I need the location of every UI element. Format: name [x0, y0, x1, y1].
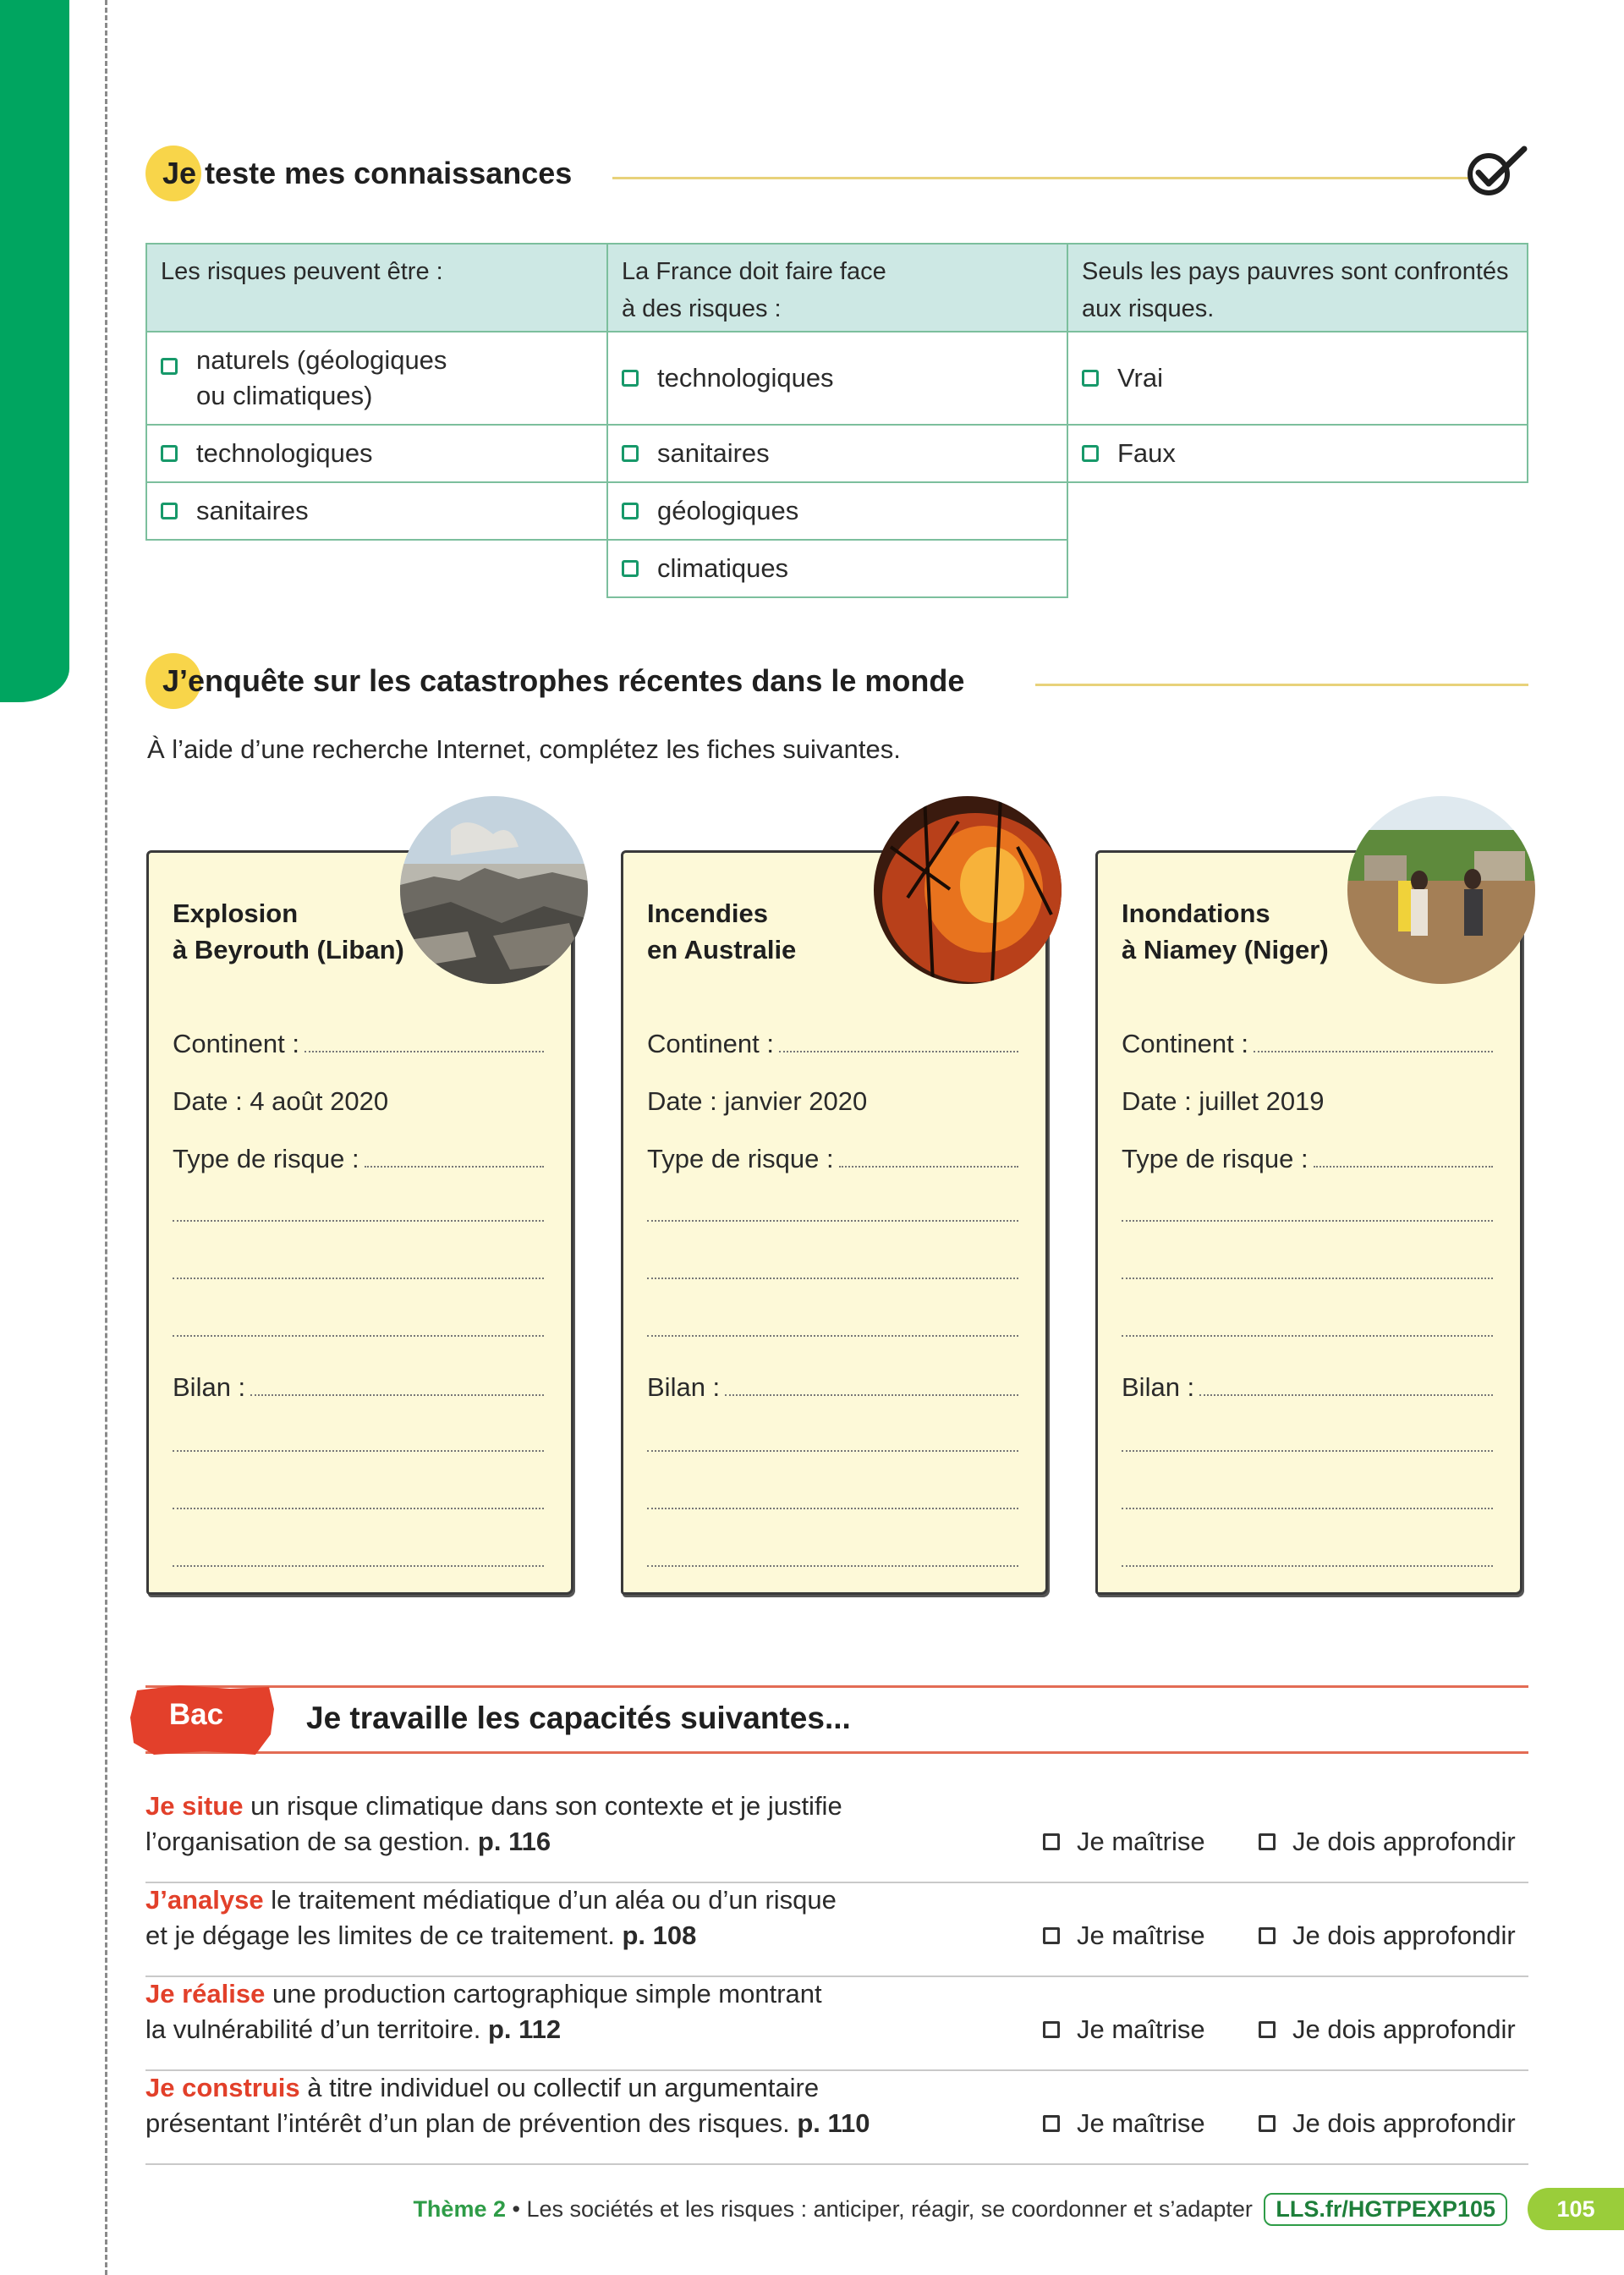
quiz-option[interactable]: technologiques: [606, 331, 1068, 426]
card-title: Inondations à Niamey (Niger): [1122, 898, 1329, 964]
section-heading-investigation: [145, 651, 964, 711]
checkbox[interactable]: [161, 358, 178, 375]
checkbox[interactable]: [622, 560, 639, 577]
card-risk-field[interactable]: Type de risque :: [647, 1137, 1018, 1174]
bac-badge-label: Bac: [168, 1698, 224, 1731]
checkbox[interactable]: [161, 503, 178, 519]
blank-line[interactable]: [173, 1450, 544, 1452]
section-heading-knowledge: [145, 144, 572, 203]
card-date: Date : juillet 2019: [1122, 1086, 1325, 1116]
blank-line[interactable]: [173, 1220, 544, 1222]
quiz-option[interactable]: sanitaires: [145, 481, 608, 541]
checkbox[interactable]: [622, 503, 639, 519]
card-bilan-field[interactable]: Bilan :: [173, 1366, 544, 1403]
checkbox[interactable]: [161, 445, 178, 462]
skill-row: Je réalise une production cartographique simple montrant la vulnérabilité d’un territoire. p. 112 Je maîtrise Je dois approfondir: [145, 1976, 1528, 2071]
card-bilan-field[interactable]: Bilan :: [647, 1366, 1018, 1403]
heading-prefix: J’: [162, 663, 189, 698]
heading-title: teste mes connaissances: [205, 156, 573, 190]
option-deepen[interactable]: Je dois approfondir: [1259, 2106, 1516, 2141]
checkbox[interactable]: [622, 445, 639, 462]
checkbox[interactable]: [1259, 1833, 1276, 1850]
checkbox[interactable]: [1259, 2115, 1276, 2132]
card-risk-field[interactable]: Type de risque :: [173, 1137, 544, 1174]
quiz-option[interactable]: Faux: [1067, 424, 1528, 483]
heading-rule: [1035, 684, 1528, 686]
checkbox[interactable]: [1259, 1927, 1276, 1944]
skill-row: Je situe un risque climatique dans son contexte et je justifie l’organisation de sa gestion. p. 116 Je maîtrise Je dois approfondir: [145, 1789, 1528, 1883]
checkbox[interactable]: [1043, 1927, 1060, 1944]
blank-line[interactable]: [647, 1278, 1018, 1279]
blank-line[interactable]: [647, 1335, 1018, 1337]
blank-line[interactable]: [173, 1335, 544, 1337]
checkbox[interactable]: [1259, 2021, 1276, 2038]
blank-line[interactable]: [1122, 1508, 1493, 1509]
blank-line[interactable]: [647, 1508, 1018, 1509]
checkmark-circle-icon: [1462, 144, 1529, 198]
instructions: À l’aide d’une recherche Internet, complétez les fiches suivantes.: [147, 734, 901, 764]
blank-line[interactable]: [173, 1278, 544, 1279]
option-master[interactable]: Je maîtrise: [1043, 2106, 1205, 2141]
footer-link[interactable]: LLS.fr/HGTPEXP105: [1264, 2193, 1507, 2226]
bac-bottom-rule: [145, 1751, 1528, 1754]
quiz-header-risks: Les risques peuvent être :: [145, 243, 608, 332]
quiz-option[interactable]: Vrai: [1067, 331, 1528, 426]
quiz-option[interactable]: géologiques: [606, 481, 1068, 541]
quiz-option[interactable]: naturels (géologiques ou climatiques): [145, 331, 608, 426]
card-title: Explosion à Beyrouth (Liban): [173, 898, 404, 964]
blank-line[interactable]: [647, 1450, 1018, 1452]
card-continent-field[interactable]: Continent :: [647, 1022, 1018, 1059]
footer: [0, 2193, 1507, 2226]
card-continent-field[interactable]: Continent :: [173, 1022, 544, 1059]
heading-rule: [612, 177, 1469, 179]
quiz-header-france: La France doit faire face à des risques :: [606, 243, 1068, 332]
option-master[interactable]: Je maîtrise: [1043, 1824, 1205, 1860]
option-deepen[interactable]: Je dois approfondir: [1259, 2012, 1516, 2047]
checkbox[interactable]: [1082, 445, 1099, 462]
checkbox[interactable]: [1043, 2115, 1060, 2132]
blank-line[interactable]: [173, 1508, 544, 1509]
heading-prefix: Je: [162, 156, 197, 190]
blank-line[interactable]: [1122, 1278, 1493, 1279]
quiz-option[interactable]: climatiques: [606, 539, 1068, 598]
option-master[interactable]: Je maîtrise: [1043, 1918, 1205, 1954]
card-date: Date : janvier 2020: [647, 1086, 868, 1116]
skill-row: J’analyse le traitement médiatique d’un aléa ou d’un risque et je dégage les limites de ce traitement. p. 108 Je maîtrise Je dois approfondir: [145, 1882, 1528, 1977]
card-date: Date : 4 août 2020: [173, 1086, 389, 1116]
australia-fire-photo: [874, 796, 1062, 984]
checkbox[interactable]: [622, 370, 639, 387]
footer-text: • Les sociétés et les risques : anticiper, réagir, se coordonner et s’adapter: [505, 2196, 1259, 2222]
blank-line[interactable]: [1122, 1335, 1493, 1337]
heading-title: enquête sur les catastrophes récentes dans le monde: [188, 663, 965, 698]
blank-line[interactable]: [173, 1565, 544, 1567]
card-risk-field[interactable]: Type de risque :: [1122, 1137, 1493, 1174]
footer-theme: Thème 2: [413, 2196, 506, 2222]
blank-line[interactable]: [1122, 1450, 1493, 1452]
niamey-flood-photo: [1347, 796, 1535, 984]
quiz-option[interactable]: technologiques: [145, 424, 608, 483]
option-deepen[interactable]: Je dois approfondir: [1259, 1918, 1516, 1954]
skill-row: Je construis à titre individuel ou collectif un argumentaire présentant l’intérêt d’un plan de prévention des risques. p. 110 Je maîtrise Je dois approfondir: [145, 2070, 1528, 2165]
side-green-tab: [0, 0, 69, 702]
bac-title: Je travaille les capacités suivantes...: [306, 1701, 851, 1735]
blank-line[interactable]: [1122, 1565, 1493, 1567]
checkbox[interactable]: [1043, 1833, 1060, 1850]
page-number: 105: [1528, 2188, 1624, 2230]
beirut-explosion-photo: [400, 796, 588, 984]
checkbox[interactable]: [1043, 2021, 1060, 2038]
card-continent-field[interactable]: Continent :: [1122, 1022, 1493, 1059]
blank-line[interactable]: [1122, 1220, 1493, 1222]
quiz-header-poor-countries: Seuls les pays pauvres sont confrontés aux risques.: [1067, 243, 1528, 332]
margin-dashed-line: [105, 0, 107, 2275]
bac-top-rule: [145, 1685, 1528, 1688]
quiz-option[interactable]: sanitaires: [606, 424, 1068, 483]
option-deepen[interactable]: Je dois approfondir: [1259, 1824, 1516, 1860]
card-bilan-field[interactable]: Bilan :: [1122, 1366, 1493, 1403]
blank-line[interactable]: [647, 1565, 1018, 1567]
blank-line[interactable]: [647, 1220, 1018, 1222]
card-title: Incendies en Australie: [647, 898, 797, 964]
option-master[interactable]: Je maîtrise: [1043, 2012, 1205, 2047]
checkbox[interactable]: [1082, 370, 1099, 387]
